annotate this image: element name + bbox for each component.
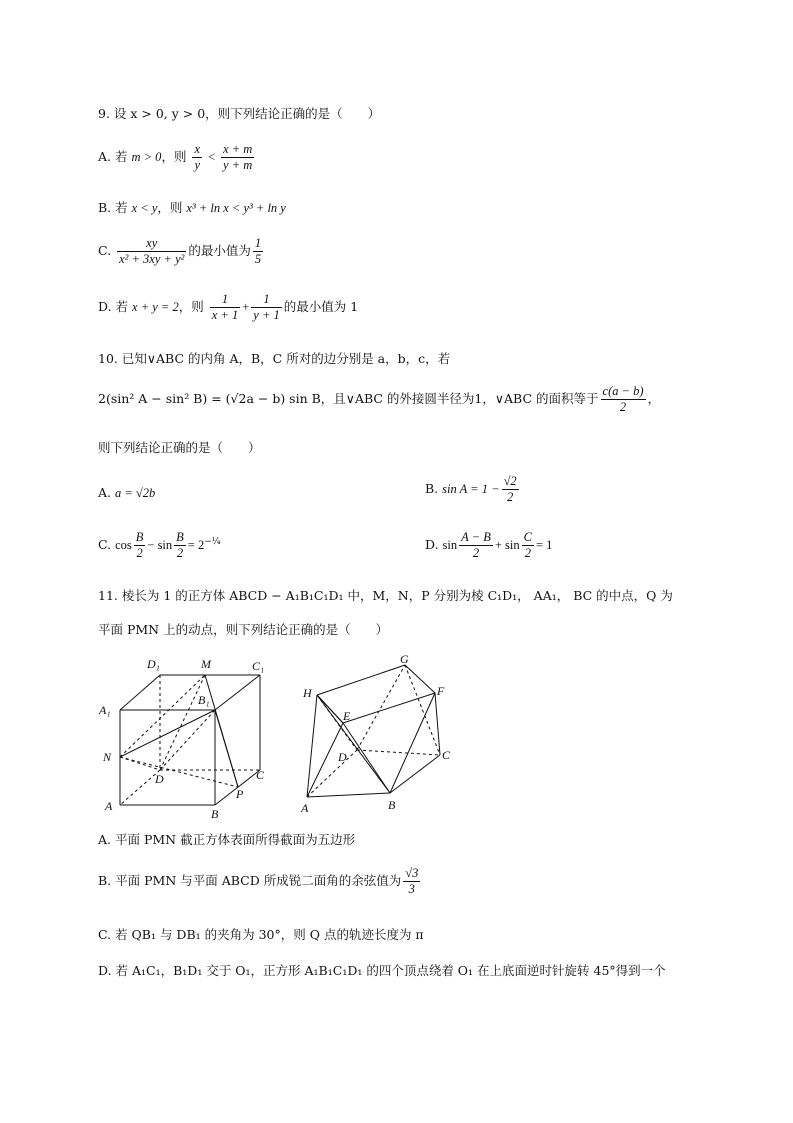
fraction: $\frac{A - B}{2}$ [461, 530, 491, 560]
q9-option-c: C. $\frac{xy}{\text{x² + 3xy + y²}}$ 的最小值为 $\frac{1}{5}$ [98, 236, 262, 266]
label-d: D [338, 750, 347, 764]
label-c: C [256, 768, 265, 782]
q10-stem-line3: 则下列结论正确的是（ ） [98, 440, 261, 455]
label-p: P [236, 787, 244, 801]
label-e: E [343, 709, 351, 723]
label-m: M [201, 657, 211, 671]
fraction: $\frac{xy}{\text{x² + 3xy + y²}}$ [119, 236, 185, 266]
label-n: N [103, 750, 112, 764]
q10-option-c: C. cos $\frac{B}{2}$ − sin $\frac{B}{2}$ = $2^{-\frac{1}{4}}$ [98, 530, 221, 560]
q10-stem-line1: 10. 已知∨ABC 的内角 A，B，C 所对的边分别是 a，b，c，若 [98, 351, 451, 366]
q10-stem-line2: 2(sin² A − sin² B) = (√2a − b) sin B，且∨ABC 的外接圆半径为1，∨ABC 的面积等于 $\frac{c(a - b)}{2}$ ， [98, 384, 661, 414]
q9-option-d: D. 若 x + y = 2，则 $\frac{1}{x + 1}$ + $\frac{1}{y + 1}$ 的最小值为 1 [98, 292, 359, 322]
fraction: $\frac{1}{y + 1}$ [253, 292, 280, 322]
label-f: F [437, 684, 445, 698]
label-d1: D₁ [147, 657, 160, 671]
label-a1: A₁ [99, 703, 111, 717]
fraction: $\frac{B}{2}$ [176, 530, 184, 560]
fraction: $\frac{B}{2}$ [135, 530, 144, 560]
fraction: $\frac{x + m}{y + m}$ [223, 142, 253, 172]
label-c1: C₁ [252, 659, 265, 673]
q11-option-d: D. 若 A₁C₁，B₁D₁ 交于 O₁，正方形 A₁B₁C₁D₁ 的四个顶点绕着 O₁ 在上底面逆时针旋转 45°得到一个 [98, 963, 666, 978]
q9-option-b: B. 若 x < y，则 x³ + ln x < y³ + ln y [98, 200, 286, 215]
fraction: $\frac{1}{x + 1}$ [211, 292, 239, 322]
label-b: B [388, 798, 396, 812]
fraction: $\frac{C}{2}$ [523, 530, 532, 560]
label-b1: B₁ [198, 693, 210, 707]
label-d: D [155, 772, 164, 786]
label-a: A [301, 801, 309, 815]
q11-stem-line1: 11. 棱长为 1 的正方体 ABCD − A₁B₁C₁D₁ 中，M，N，P 分别为棱 C₁D₁， AA₁， BC 的中点，Q 为 [98, 588, 673, 603]
label-h: H [303, 686, 312, 700]
label-c: C [442, 748, 451, 762]
fraction: $\frac{√3}{3}$ [405, 866, 419, 896]
label-g: G [400, 652, 409, 666]
label-b: B [211, 807, 219, 820]
q11-option-b: B. 平面 PMN 与平面 ABCD 所成锐二面角的余弦值为 $\frac{√3}{3}$ [98, 866, 419, 896]
q10-option-d: D. sin $\frac{A - B}{2}$ + sin $\frac{C}{2}$ = 1 [425, 530, 553, 560]
q10-option-a: A. a = √2b [98, 485, 156, 500]
q10-option-b: B. sin A = 1 − $\frac{√2}{2}$ [425, 474, 517, 504]
antiprism-figure [295, 645, 465, 820]
fraction: $\frac{c(a - b)}{2}$ [602, 384, 644, 414]
q9-option-a: A. 若 m > 0，则 $\frac{x}{y}$ < $\frac{x + m}{y + m}$ [98, 142, 253, 172]
fraction: $\frac{√2}{2}$ [503, 474, 517, 504]
q11-option-c: C. 若 QB₁ 与 DB₁ 的夹角为 30°，则 Q 点的轨迹长度为 π [98, 927, 424, 942]
q11-option-a: A. 平面 PMN 截正方体表面所得截面为五边形 [98, 832, 356, 847]
label-a: A [105, 799, 113, 813]
fraction: $\frac{1}{5}$ [254, 236, 262, 266]
cube-figure [95, 650, 285, 820]
q11-stem-line2: 平面 PMN 上的动点，则下列结论正确的是（ ） [98, 622, 389, 637]
q9-stem: 9. 设 x > 0, y > 0，则下列结论正确的是（ ） [98, 106, 381, 121]
fraction: $\frac{x}{y}$ [194, 142, 200, 172]
